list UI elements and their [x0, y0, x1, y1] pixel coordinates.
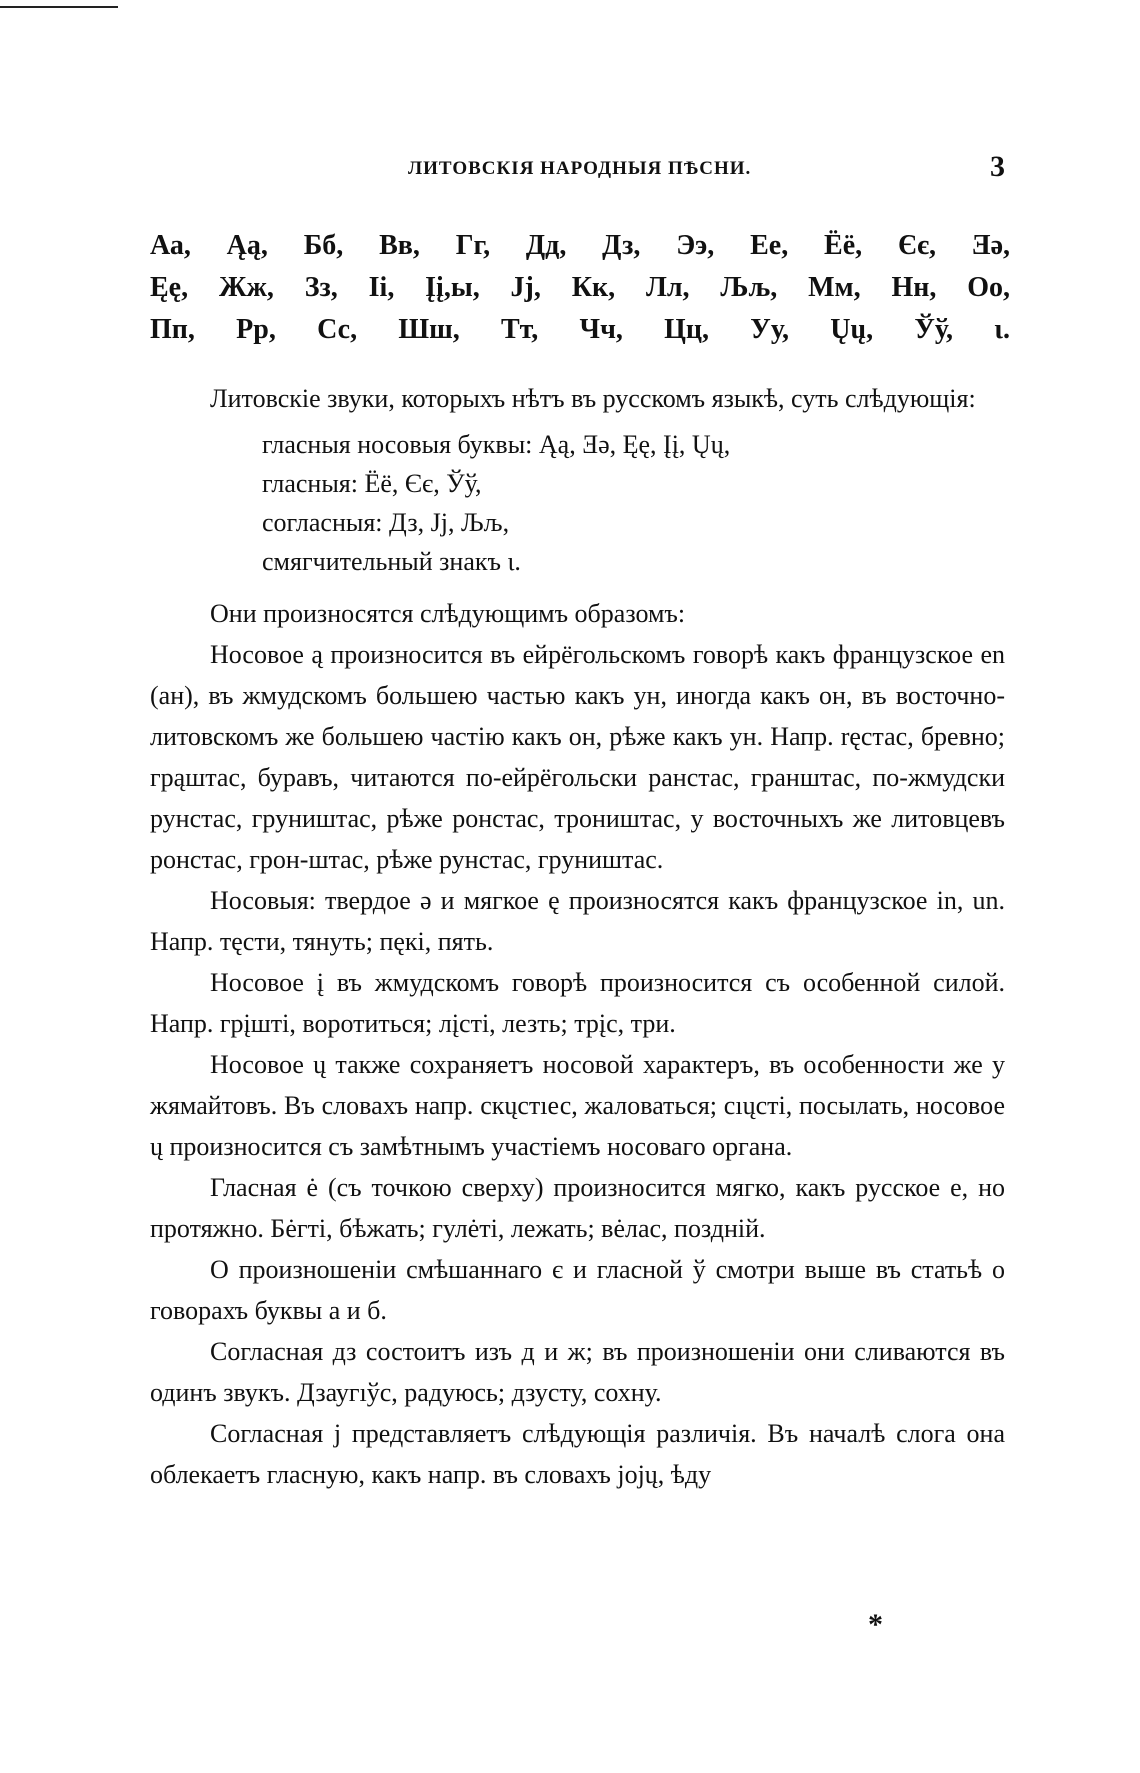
paragraph: Носовое ą произносится въ ейрёгольскомъ говорѣ какъ французское en (ан), въ жмудскомъ большею частью какъ ун, иногда какъ он, въ восточно-литовскомъ же большею частію какъ он, рѣже какъ ун. Напр. ręстас, бревно; грąштас, буравъ, читаются по-ейрёгольски ранстас, гранштас, по-жмудски рунстас, груништас, рѣже ронстас, троништас, у восточныхъ же литовцевъ ронстас, грон-штас, рѣже рунстас, груништас. — [150, 640, 1005, 874]
alphabet-row: Пп, Рр, Сс, Шш, Тт, Чч, Цц, Уу, Ųų, Ўў, ι. — [150, 314, 1010, 345]
top-rule — [0, 6, 118, 8]
paragraph: О произношеніи смѣшаннаго є и гласной ў смотри выше въ статьѣ о говорахъ буквы а и б. — [150, 1255, 1005, 1325]
sound-list-item: гласныя: Ёё, Єє, Ўў, — [262, 469, 482, 498]
paragraph: Они произносятся слѣдующимъ образомъ: — [210, 599, 686, 628]
footnote-marker: * — [868, 1608, 883, 1641]
alphabet-row: Аа, Ąą, Бб, Вв, Гг, Дд, Дз, Ээ, Ее, Ёё, Єє, Ǝə, — [150, 230, 1010, 261]
paragraph: Гласная ė (съ точкою сверху) произносится мягко, какъ русское е, но протяжно. Бėгті, бѣжать; гулėті, лежать; вėлас, поздній. — [150, 1173, 1005, 1243]
paragraph: Носовое ų также сохраняетъ носовой характеръ, въ особенности же у жямайтовъ. Въ словахъ напр. скųстıес, жаловаться; сıųсті, посылать, носовое ų произносится съ замѣтнымъ участіемъ носоваго органа. — [150, 1050, 1005, 1161]
paragraph: Согласная дз состоитъ изъ д и ж; въ произношеніи они сливаются въ одинъ звукъ. Дзаугıўс, радуюсь; дзусту, сохну. — [150, 1337, 1005, 1407]
alphabet-block — [150, 225, 1010, 351]
sound-list-item: смягчительный знакъ ι. — [262, 547, 521, 576]
paragraph: Носовыя: твердое ə и мягкое ę произносятся какъ французское in, un. Напр. тęсти, тянуть; пęкі, пять. — [150, 886, 1005, 956]
page-header — [150, 150, 1005, 198]
page-number: 3 — [990, 150, 1005, 183]
page-body — [150, 378, 1005, 1495]
alphabet-row: Ęę, Жж, Зз, Іі, Įį,ы, Јј, Кк, Лл, Љљ, Мм, Нн, Оо, — [150, 272, 1010, 303]
running-title: ЛИТОВСКІЯ НАРОДНЫЯ ПѢСНИ. — [408, 158, 752, 179]
sound-list-item: гласныя носовыя буквы: Ąą, Ǝə, Ęę, Įį, Ųų, — [262, 430, 731, 459]
paragraph: Согласная ј представляетъ слѣдующія различія. Въ началѣ слога она облекаетъ гласную, какъ напр. въ словахъ јојų, ѣду — [150, 1419, 1005, 1489]
intro-paragraph: Литовскіе звуки, которыхъ нѣтъ въ русскомъ языкѣ, суть слѣдующія: — [210, 384, 976, 413]
sound-list-item: согласныя: Дз, Јј, Љљ, — [262, 508, 510, 537]
paragraph: Носовое į въ жмудскомъ говорѣ произносится съ особенной силой. Напр. грįшті, воротиться; лįсті, лезть; трįс, три. — [150, 968, 1005, 1038]
sound-list — [262, 425, 1005, 581]
